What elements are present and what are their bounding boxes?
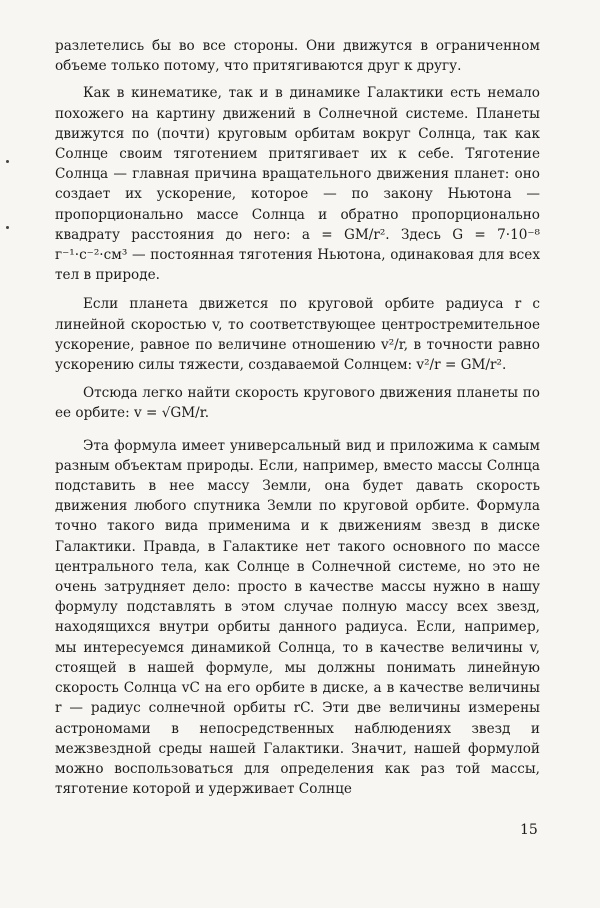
- paragraph: разлетелись бы во все стороны. Они движутся в ограниченном объеме только потому, что притягиваются друг к другу.: [55, 38, 540, 75]
- margin-mark: [6, 160, 9, 163]
- paragraph: Эта формула имеет универсальный вид и приложима к самым разным объектам природы. Если, например, вместо массы Солнца подставить в нее массу Земли, она будет давать скорость движения любого спутника Земли по круговой орбите. Формула точно такого вида применима и к движениям звезд в диске Галактики. Правда, в Галактике нет такого основного по массе центрального тела, как Солнце в Солнечной системе, но это не очень затрудняет дело: просто в качестве массы нужно в нашу формулу подставлять в этом случае полную массу всех звезд, находящихся внутри орбиты данного радиуса. Если, например, мы интересуемся динамикой Солнца, то в качестве величины v, стоящей в нашей формуле, мы должны понимать линейную скорость Солнца vC на его орбите в диске, а в качестве величины r — радиус солнечной орбиты rC. Эти две величины измерены астрономами в непосредственных наблюдениях звезд и межзвездной среды нашей Галактики. Значит, нашей формулой можно воспользоваться для определения как раз той массы, тяготение которой и удерживает Солнце: [55, 437, 540, 798]
- paragraph: Отсюда легко найти скорость кругового движения планеты по ее орбите: v = √GM/r.: [55, 385, 540, 422]
- paragraph: Если планета движется по круговой орбите радиуса r с линейной скоростью v, то соответствующее центростремительное ускорение, равное по величине отношению v²/r, в точности равно ускорению силы тяжести, создаваемой Солнцем: v²/r = GM/r².: [55, 296, 540, 374]
- page-body: [55, 36, 540, 799]
- page-number: 15: [520, 822, 538, 838]
- paragraph: Как в кинематике, так и в динамике Галактики есть немало похожего на картину движений в Солнечной системе. Планеты движутся по (почти) круговым орбитам вокруг Солнца, так как Солнце своим тяготением притягивает их к себе. Тяготение Солнца — главная причина вращательного движения планет: оно создает их ускорение, которое — по закону Ньютона — пропорционально массе Солнца и обратно пропорционально квадрату расстояния до него: a = GM/r². Здесь G = 7·10⁻⁸ г⁻¹·с⁻²·см³ — постоянная тяготения Ньютона, одинаковая для всех тел в природе.: [55, 85, 540, 284]
- margin-mark: [6, 226, 9, 229]
